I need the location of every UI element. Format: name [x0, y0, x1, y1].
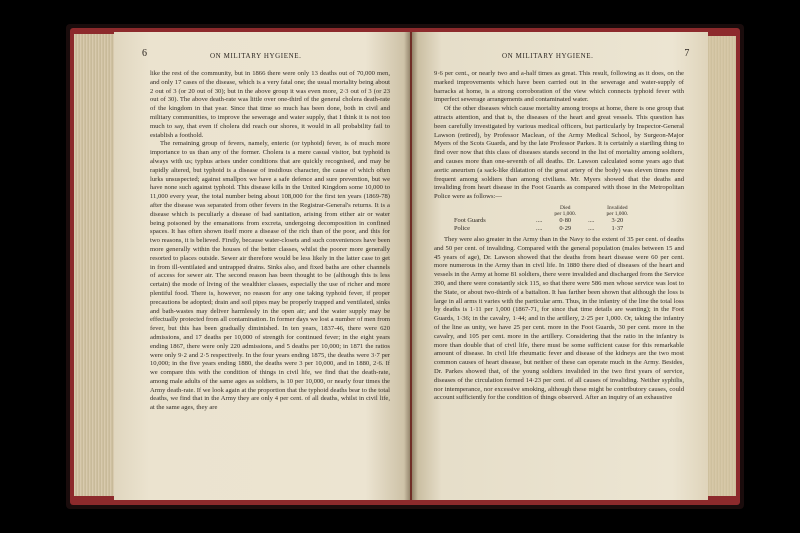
left-page-edges: [74, 34, 116, 496]
mortality-table: [454, 205, 634, 233]
paragraph: The remaining group of fevers, namely, enteric (or typhoid) fever, is of much more importance to us than any of the former. Cholera is a mere casual visitor, but typhoid is always with us; typhus arises under conditions that are quickly recognised, and may be rapidly altered, but typhoid is a disease of insidious character, the cause of which often lurks unsuspected; against smallpox we have a safe defence and sure prevention, but we have none such against typhoid. This disease kills in the United Kingdom some 10,000 to 11,000 every year, the total number being about 108,000 for the first ten years (1869-78) after the disease was separated from other fevers in the Registrar-General's returns. It is a disease which is peculiarly a disease of bad sanitation, arising from either air or water being poisoned by the emanations from excreta, undergoing decomposition in confined spaces. It has often shown itself more a disease of the rich than of the poor, and this for two reasons, it is believed. Firstly, because water-closets and such conveniences have been more generally within the houses of the better classes, whilst the poorer more generally resorted to places outside. Sewer air therefore would be less likely in the latter case to get in from ill-ventilated and untrapped drains. Sinks also, and fixed baths are other channels of access for sewer air. The second reason has been thought to be (although this is less certain) the mode of living of the wealthier classes, especially the use of richer and more plentiful food. There is, however, no reason for any one taking typhoid fever, if proper precautions be adopted; drain and soil pipes may be properly trapped and ventilated, sinks and bath-wastes may deliver harmlessly in the open air; and the water supply may be effectually protected from all contamination. In former days we lost a number of men from fever, but this has been gradually diminished. In ten years, 1837-46, there were 620 admissions, and 17 deaths per 10,000 of strength for continued fever; in the eight years ending 1867, there were only 220 admissions, and 5 deaths per 10,000; in 1871 the ratios were only 9·2 and 2·5 respectively. In the four years ending 1875, the deaths were 3·7 per 10,000; in the five years ending 1880, the deaths were 3 per 10,000, and in 1880, 2·6. If we compare this with the condition of things in civil life, we find that the death-rate, among male adults of the same ages as soldiers, is 10 per 10,000, or nearly four times the Army death-rate. If we look again at the proportion that the typhoid deaths bear to the total deaths, we find that in the Army they are only 4 per cent. of all deaths, whilst in civil life, at the same ages, they are: [150, 140, 390, 412]
right-page: [412, 32, 708, 500]
col-died-header: Died per 1,000.: [554, 204, 577, 217]
body-text: [150, 70, 390, 413]
body-text: [434, 70, 684, 403]
running-head: ON MILITARY HYGIENE.: [502, 52, 594, 60]
page-number: 7: [684, 48, 690, 59]
table-row: Police .... 0·29 .... 1·37: [454, 224, 624, 232]
col-invalided-header: Invalided per 1,000.: [606, 204, 629, 217]
page-number: 6: [142, 48, 148, 59]
right-page-edges: [706, 36, 736, 496]
running-head: ON MILITARY HYGIENE.: [210, 52, 302, 60]
left-page: [114, 32, 410, 500]
table-row: Foot Guards .... 0·80 .... 3·20: [454, 216, 624, 224]
paragraph: Of the other diseases which cause mortality among troops at home, there is one group that attracts attention, and that is, the diseases of the heart and great vessels. This question has been carefully investigated by various medical officers, but particularly by Inspector-General Lawson (retired), by Professor Maclean, of the Army Medical School, by Surgeon-Major Myers of the Scots Guards, and by the late Professor Parkes. It is certainly a startling thing to find over now that this class of diseases stands second in the list of mortality among soldiers, and causes more than one-seventh of all deaths. Dr. Lawson calculated some years ago that aortic aneurism (a sack-like dilatation of the great artery of the body) was eleven times more frequent among soldiers than among civilians. Mr. Myers showed that the deaths and invaliding from heart disease in the Foot Guards as compared with those in the Metropolitan Police were as follows:—: [434, 105, 684, 201]
paragraph: 9·6 per cent., or nearly two and a-half times as great. This result, following as it does, on the marked improvements which have been carried out in the sewerage and water-supply of barracks at home, is a strong corroboration of the view which connects typhoid fever with imperfect sewerage arrangements and contaminated water.: [434, 70, 684, 104]
paragraph: They were also greater in the Army than in the Navy to the extent of 35 per cent. of deaths and 50 per cent. of invaliding. Compared with the general population (males between 15 and 45 years of age), Dr. Lawson showed that the deaths from heart disease were 60 per cent. more numerous in the Army than in civil life. In 1880 there died of diseases of the heart and vessels in the Army at home 81 soldiers, there were invalided and discharged from the Service 390, and there were constantly sick 115, so that there were 586 men whose service was lost to the State, or about two-thirds of a battalion. It has farther been shown that although the loss is large in all arms it varies with the particular arm. Thus, in the infantry of the line the total loss by deaths is 1·11 per 1,000 (1867-71, for since that time details are wanting); in the Foot Guards, 1·36; in the cavalry, 1·44; and in the artillery, 2·25 per 1,000. Or, taking the infantry of the line as unity, we have 25 per cent. more in the Foot Guards, 30 per cent. more in the cavalry, and 105 per cent. more in the artillery. Considering that the ratio in the infantry is more than double that of civil life, there must be some sufficient cause for this remarkable amount of disease. In civil life rheumatic fever and disease of the kidneys are the two most common causes of heart disease, but neither of these can operate much in the Army. Besides, Dr. Parkes showed that, of the young soldiers invalided in the two first years of service, diseases of the circulation formed 14·23 per cent. of all causes of invaliding. Neither syphilis, nor intemperance, nor excessive smoking, although these might be contributory causes, could account sufficiently for the condition of things observed. After an inquiry of an exhaustive: [434, 235, 684, 402]
book-gutter: [404, 32, 418, 500]
paragraph: like the rest of the community, but in 1866 there were only 13 deaths out of 70,000 men, and only 17 cases of the disease, which is a very fatal one; the usual mortality being about 2 out of 3 (or 20 out of 30); but in the above group it was even more, 2·3 out of 3 (or 23 out of 30). The above death-rate was little over one-third of the general cholera death-rate of the kingdom in that year. Since that time so much has been done, both in civil and military communities, to improve the sewerage and water supply, that I think it is not too much to say, that even if cholera did reach our shores, it would in all probability fail to establish a foothold.: [150, 70, 390, 139]
